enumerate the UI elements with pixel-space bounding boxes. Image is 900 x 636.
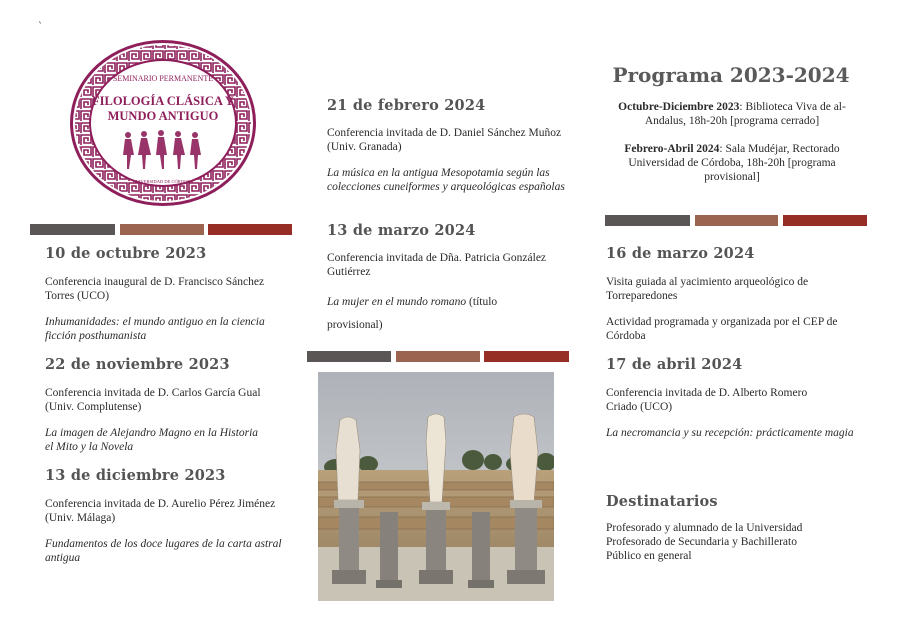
event-speaker: Conferencia invitada de D. Alberto Romero Criado (UCO) [606, 387, 808, 413]
event-speaker: Conferencia invitada de Dña. Patricia González Gutiérrez [327, 252, 547, 278]
event-date: 16 de marzo 2024 [606, 245, 755, 262]
event-topic-italic: La mujer en el mundo romano [327, 296, 467, 308]
divider-bars-left [30, 224, 292, 235]
event-topic: La necromancia y su recepción: prácticamente magia [606, 427, 854, 439]
event-topic: La música en la antigua Mesopotamia según las colecciones cuneiformes y arqueológicas españolas [327, 167, 565, 193]
audience-item: Público en general [606, 550, 692, 562]
venue-spring-details: : Sala Mudéjar, Rectorado Universidad de Córdoba, 18h-20h [programa provisional] [628, 143, 840, 183]
logo-title-line2: MUNDO ANTIGUO [107, 109, 219, 123]
event-date: 17 de abril 2024 [606, 356, 743, 373]
program-title: Programa 2023-2024 [612, 63, 850, 87]
audience-item: Profesorado de Secundaria y Bachillerato [606, 536, 797, 548]
logo-title-line1: FILOLOGÍA CLÁSICA Y [92, 94, 234, 108]
event-activity: Visita guiada al yacimiento arqueológico de Torreparedones [606, 276, 809, 302]
event-topic [327, 291, 542, 337]
divider-bars-right [605, 215, 867, 226]
archaeological-site-photo [318, 372, 554, 601]
logo-top-text: SEMINARIO PERMANENTE [112, 74, 214, 83]
event-date: 22 de noviembre 2023 [45, 356, 230, 373]
event-date: 13 de diciembre 2023 [45, 467, 226, 484]
event-speaker: Conferencia invitada de D. Carlos García Gual (Univ. Complutense) [45, 387, 261, 413]
event-date: 10 de octubre 2023 [45, 245, 207, 262]
corner-mark: ` [38, 22, 43, 33]
seminar-logo [68, 38, 258, 208]
venue-autumn-details: : Biblioteca Viva de al-Andalus, 18h-20h [programa cerrado] [644, 101, 846, 127]
event-topic: La imagen de Alejandro Magno en la Historia el Mito y la Novela [45, 427, 259, 453]
venue-spring-period: Febrero-Abril 2024 [624, 143, 720, 155]
venue-spring [608, 142, 856, 184]
event-topic: Fundamentos de los doce lugares de la carta astral antigua [45, 538, 282, 564]
event-speaker: Conferencia invitada de D. Daniel Sánchez Muñoz (Univ. Granada) [327, 127, 562, 153]
logo-bottom-text: UNIVERSIDAD DE CÓRDOBA [132, 179, 194, 184]
event-speaker: Conferencia invitada de D. Aurelio Pérez Jiménez (Univ. Málaga) [45, 498, 276, 524]
venue-autumn [608, 100, 856, 128]
audience-title: Destinatarios [606, 493, 718, 510]
divider-bars-middle [307, 351, 569, 362]
event-topic: Inhumanidades: el mundo antiguo en la ciencia ficción posthumanista [45, 316, 265, 342]
event-date: 21 de febrero 2024 [327, 97, 486, 114]
audience-item: Profesorado y alumnado de la Universidad [606, 522, 803, 534]
event-note: Actividad programada y organizada por el CEP de Córdoba [606, 316, 838, 342]
venue-autumn-period: Octubre-Diciembre 2023 [618, 101, 740, 113]
event-topic-note: (título provisional) [327, 296, 498, 331]
event-date: 13 de marzo 2024 [327, 222, 476, 239]
event-speaker: Conferencia inaugural de D. Francisco Sánchez Torres (UCO) [45, 276, 265, 302]
